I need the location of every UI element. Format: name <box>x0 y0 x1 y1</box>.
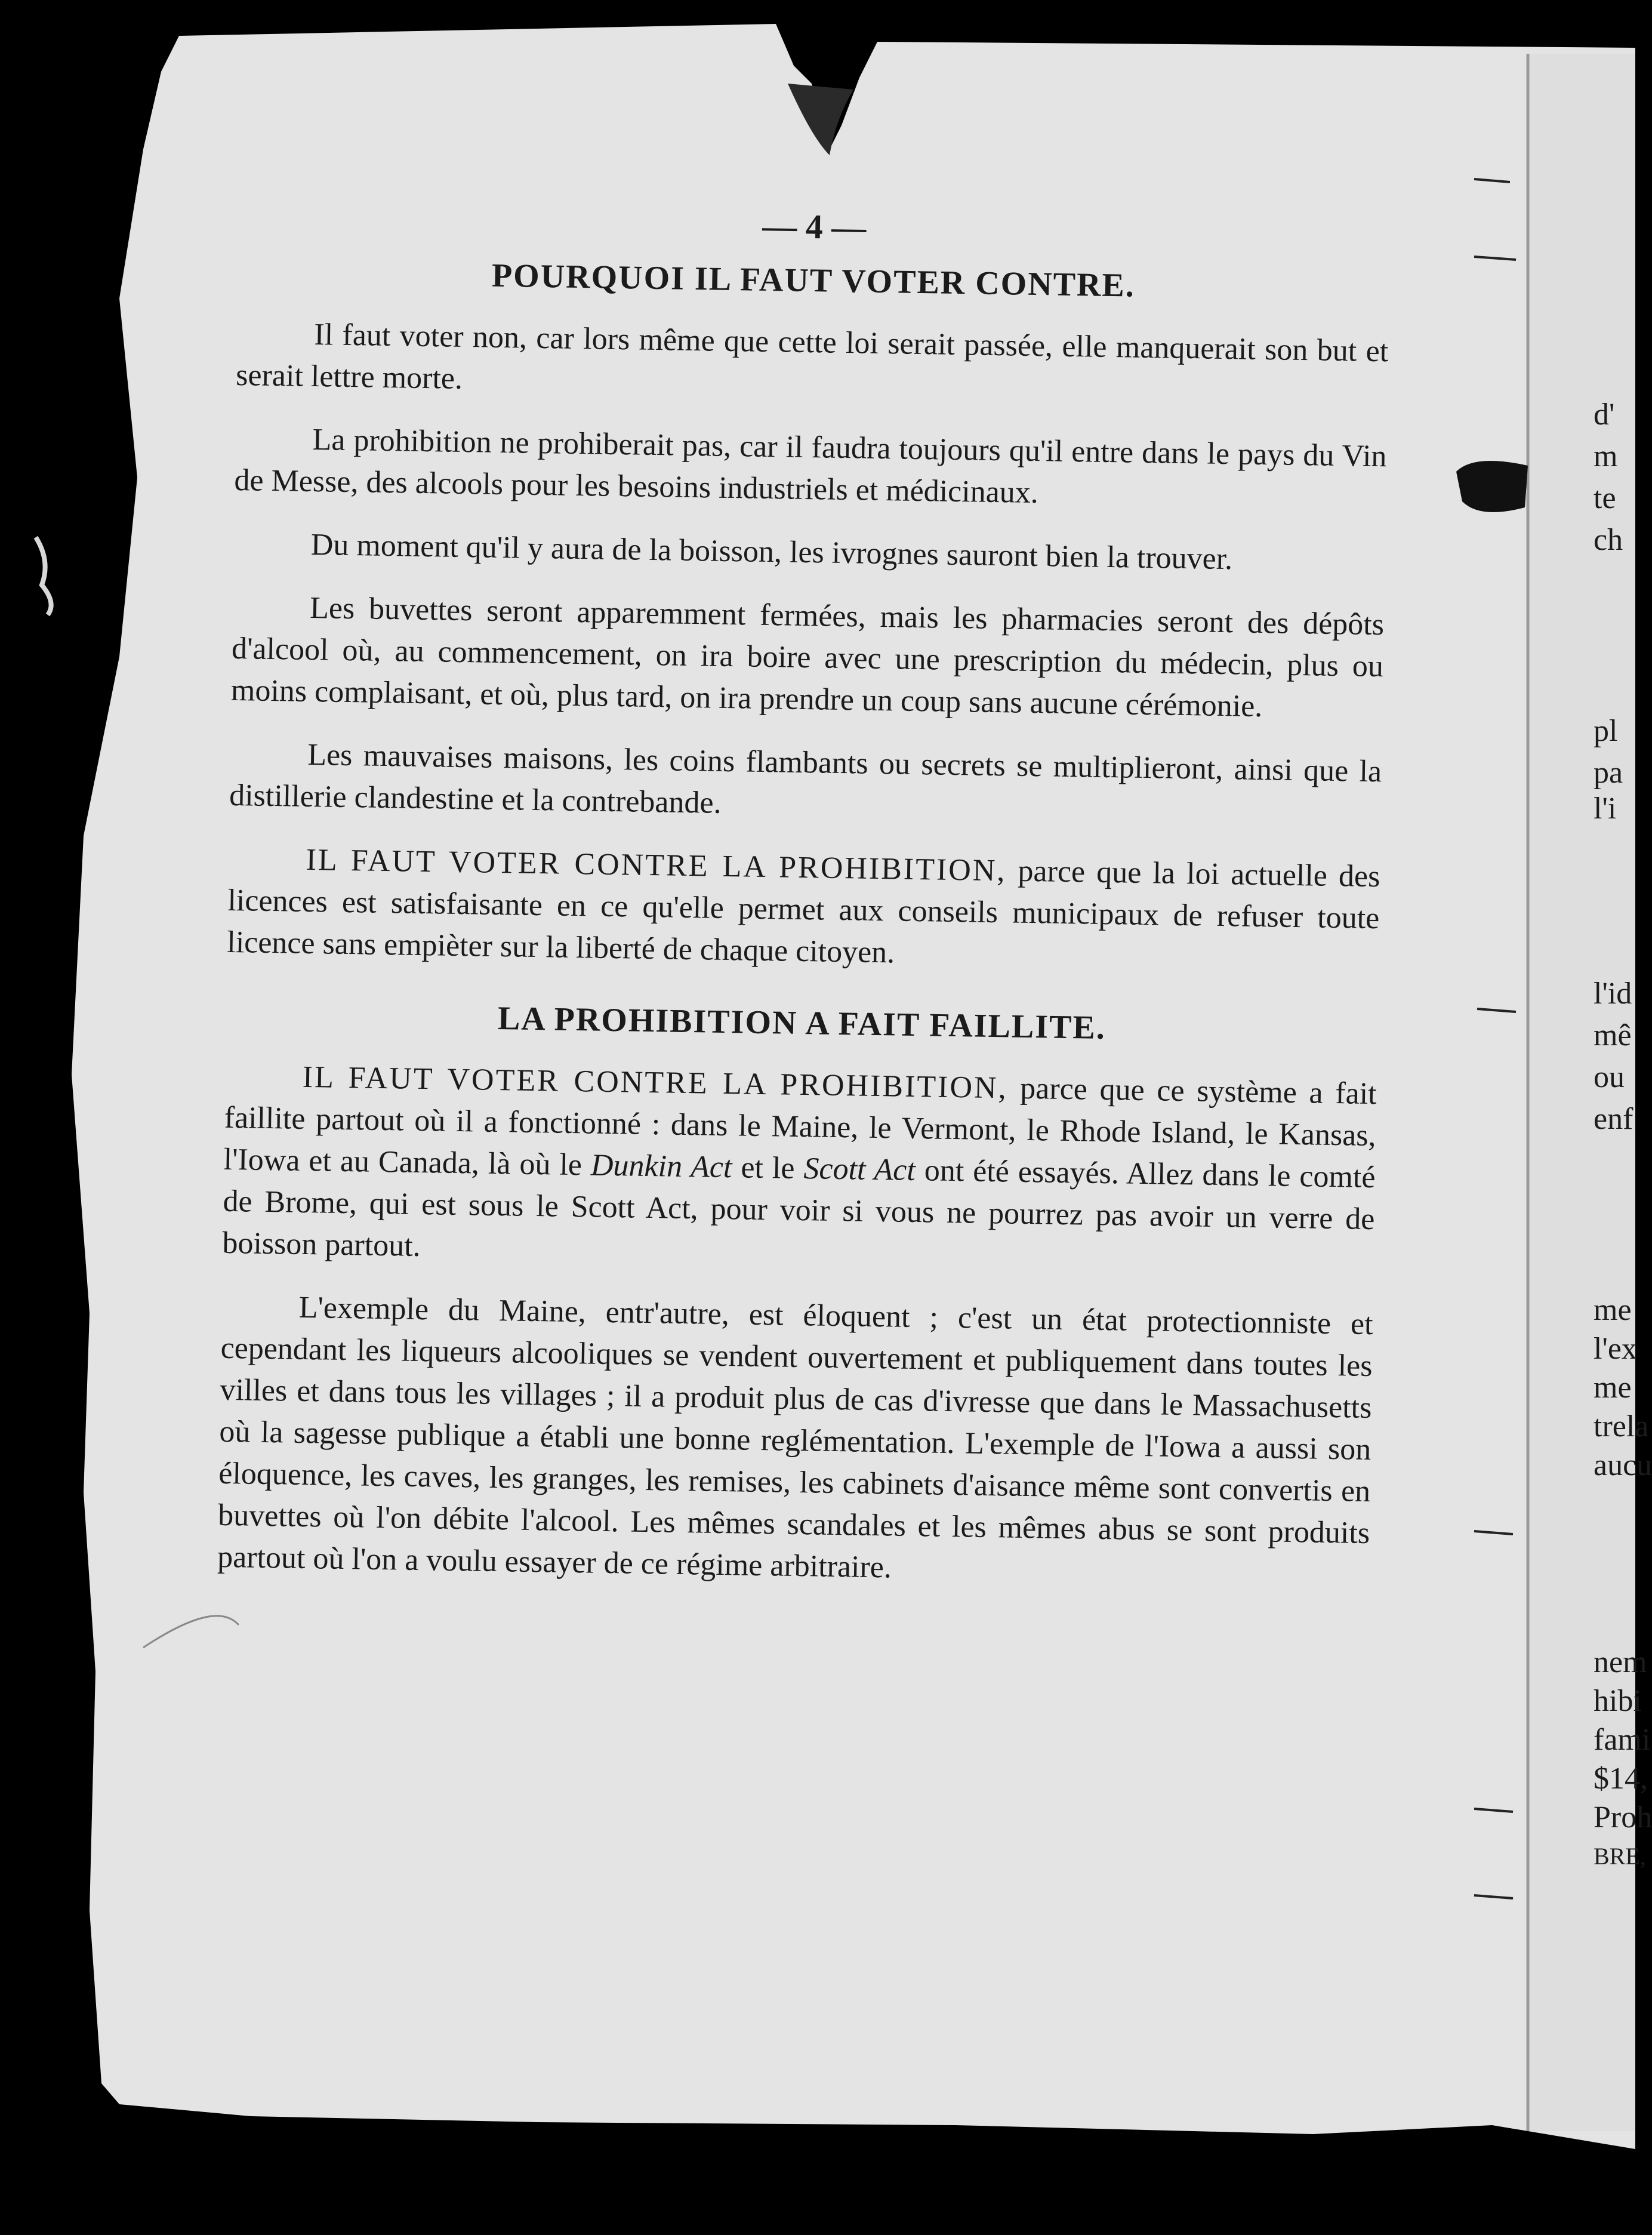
fragment: m <box>1594 439 1618 473</box>
caps-phrase: IL FAUT VOTER CONTRE LA PROHIBITION, <box>306 842 1007 888</box>
paragraph: Les mauvaises maisons, les coins flambants ou secrets se multiplieront, ainsi que la distillerie clandestine et la contrebande. <box>229 737 1382 820</box>
caps-phrase: IL FAUT VOTER CONTRE LA PROHIBITION, <box>302 1060 1009 1106</box>
paragraph-part: ont été essayés. Allez dans le comté de Brome, qui est sous le Scott Act, pour voir si vous ne pourrez pas avoir un verre de boisson partout. <box>222 1153 1376 1263</box>
section-heading-faillite: LA PROHIBITION A FAIT FAILLITE. <box>497 999 1107 1046</box>
fragment: Proh <box>1594 1800 1652 1834</box>
fragment: l'ex <box>1594 1332 1637 1366</box>
paragraph-faillite <box>222 1055 1377 1282</box>
paragraph: Il faut voter non, car lors même que cette loi serait passée, elle manquerait son but et serait lettre morte. <box>235 318 1389 396</box>
fragment: trela <box>1594 1409 1649 1443</box>
fragment: mê <box>1594 1018 1632 1052</box>
paragraph: Les buvettes seront apparemment fermées, mais les pharmacies seront des dépôts d'alcool où, au commencement, on ira boire avec une prescription du médecin, plus ou moins complaisant, et où, plus tard, on ira prendre un coup sans aucune cérémonie. <box>230 590 1385 724</box>
fragment: ou <box>1594 1060 1625 1094</box>
fragment: d' <box>1594 398 1615 432</box>
fragment: aucu <box>1594 1448 1652 1482</box>
paragraph-exemple: L'exemple du Maine, entr'autre, est éloquent ; c'est un état protectionniste et cependant les liqueurs alcooliques se vendent ouvertement et publiquement dans toutes les villes et dans tous les villages ; il a produit plus de cas d'ivresse que dans le Massachusetts où la sagesse publique a établi une bonne reglémentation. L'exemple de l'Iowa a aussi son éloquence, les caves, les granges, les remises, les cabinets d'aisance même sont convertis en buvettes où l'on débite l'alcool. Les mêmes scandales et les mêmes abus se sont produits partout où l'on a voulu essayer de ce régime arbitraire. <box>217 1290 1374 1585</box>
paragraph-part: et le <box>731 1150 804 1186</box>
fragment: $14, <box>1594 1762 1648 1796</box>
fragment: enf <box>1594 1102 1633 1136</box>
page-number: — 4 — <box>762 206 867 247</box>
section-heading-pourquoi: POURQUOI IL FAUT VOTER CONTRE. <box>491 257 1136 304</box>
fragment: fami <box>1594 1723 1651 1757</box>
paragraph: La prohibition ne prohiberait pas, car il faudra toujours qu'il entre dans le pays du Vin de Messe, des alcools pour les besoins industriels et médicinaux. <box>234 422 1387 510</box>
adjacent-page <box>1576 0 1652 2235</box>
fragment: te <box>1594 481 1616 515</box>
fragment: me <box>1594 1293 1632 1327</box>
fragment: hibi <box>1594 1684 1642 1718</box>
paragraph-licences <box>227 838 1380 981</box>
fragment: pa <box>1594 756 1623 790</box>
act-name-scott: Scott Act <box>803 1152 916 1188</box>
fragment: nem <box>1594 1645 1647 1679</box>
fragment: BRE, <box>1594 1843 1646 1870</box>
paragraph-part: parce que ce système a fait faillite partout où il a fonctionné : dans le Maine, le Vermont, le Rhode Island, le Kansas, l'Iowa et au Canada, là où le <box>223 1071 1377 1183</box>
fragment: l'id <box>1594 977 1632 1011</box>
fragment: pl <box>1594 714 1618 748</box>
paragraph-rest: parce que la loi actuelle des licences est satisfaisante en ce qu'elle permet aux conseils municipaux de refuser toute licence sans empièter sur la liberté de chaque citoyen. <box>226 854 1380 970</box>
paragraph: Du moment qu'il y aura de la boisson, les ivrognes sauront bien la trouver. <box>310 527 1233 577</box>
fragment: me <box>1594 1371 1632 1405</box>
fragment: l'i <box>1594 792 1617 826</box>
page-text <box>217 197 1391 1618</box>
fragment: ch <box>1594 523 1623 557</box>
act-name-dunkin: Dunkin Act <box>590 1148 732 1185</box>
